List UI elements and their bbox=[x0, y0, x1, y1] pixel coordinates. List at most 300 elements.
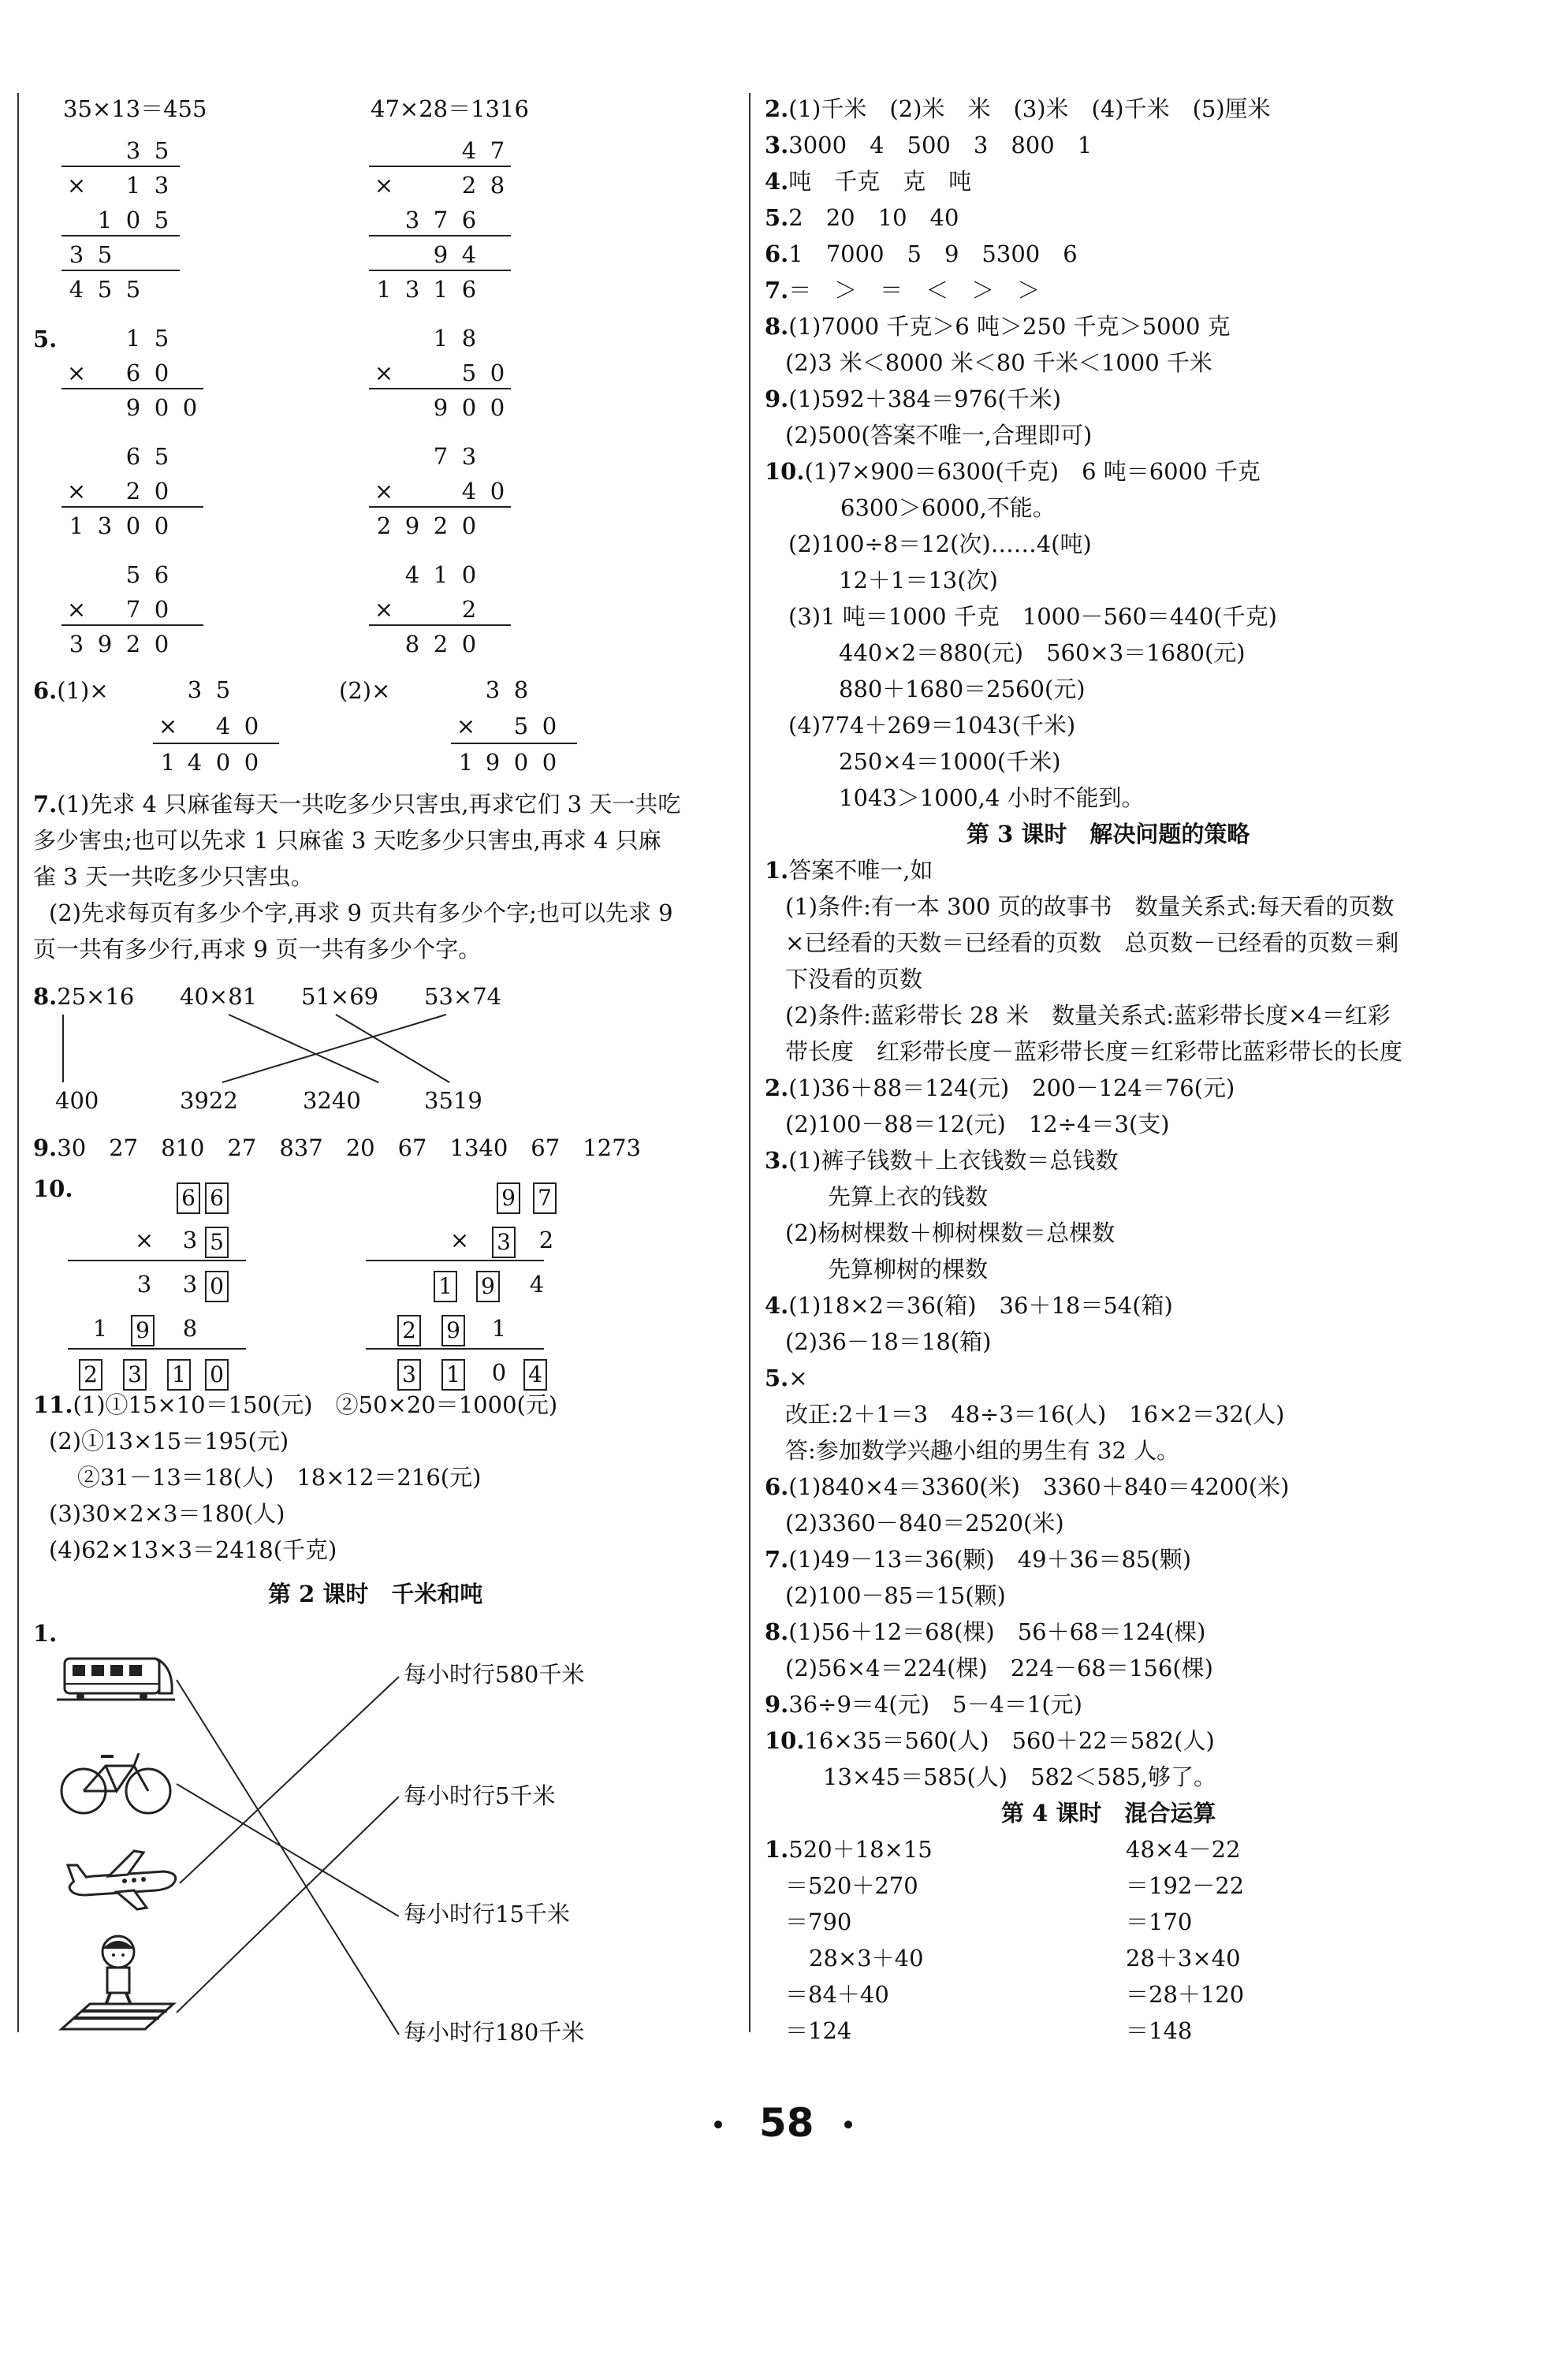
right-line-24 bbox=[785, 965, 922, 993]
calc-digit: 3 bbox=[125, 137, 141, 164]
right-line-56 bbox=[785, 1980, 889, 2009]
question-number: 1. bbox=[765, 1836, 789, 1863]
calc-rule bbox=[366, 1348, 544, 1350]
calc-digit: 8 bbox=[513, 676, 529, 703]
calc-digit: 2 bbox=[461, 596, 477, 623]
right-line-31 bbox=[785, 1219, 1115, 1247]
left-line-14 bbox=[55, 1086, 99, 1115]
calc-digit: 5 bbox=[125, 561, 141, 588]
right-line-9 bbox=[785, 421, 1092, 449]
column-divider bbox=[749, 93, 750, 2032]
left-line-3 bbox=[33, 676, 109, 705]
left-line-12 bbox=[301, 982, 378, 1011]
answer-text: 每小时行580千米 bbox=[404, 1661, 585, 1688]
answer-text: (2)56×4＝224(棵) 224－68＝156(棵) bbox=[785, 1655, 1213, 1681]
boxed-digit: 5 bbox=[205, 1227, 229, 1258]
calc-digit: 1 bbox=[125, 325, 141, 352]
calc-digit: 6 bbox=[154, 561, 169, 588]
calc-digit: 0 bbox=[513, 749, 529, 776]
boxed-digit: 3 bbox=[492, 1227, 516, 1258]
calc-digit: 6 bbox=[125, 359, 141, 386]
answer-text: 每小时行180千米 bbox=[404, 2019, 585, 2046]
answer-text: (2)先求每页有多少个字,再求 9 页共有多少个字;也可以先求 9 bbox=[49, 899, 673, 926]
calc-digit: 8 bbox=[490, 172, 505, 199]
answer-text: 25×16 bbox=[57, 983, 135, 1010]
calc-digit: 9 bbox=[485, 749, 501, 776]
left-line-26 bbox=[33, 1619, 57, 1648]
right-line-25 bbox=[785, 1001, 1391, 1030]
calc-digit: × bbox=[374, 172, 394, 199]
left-line-23 bbox=[49, 1499, 285, 1528]
answer-text: (2)3 米＜8000 米＜80 千米＜1000 千米 bbox=[785, 349, 1212, 376]
calc-digit: × bbox=[456, 713, 476, 739]
answer-text: ＝520＋270 bbox=[785, 1872, 918, 1899]
answer-text: (3)30×2×3＝180(人) bbox=[49, 1500, 285, 1527]
calc-digit: 5 bbox=[461, 359, 477, 386]
left-line-18 bbox=[33, 1134, 641, 1162]
calc-digit: 0 bbox=[154, 596, 169, 623]
right-line-44 bbox=[765, 1690, 1082, 1719]
calc-digit: 3 bbox=[69, 241, 84, 268]
question-number: 2. bbox=[765, 1074, 789, 1101]
right-line-58 bbox=[785, 2017, 851, 2045]
left-line-9 bbox=[33, 935, 481, 963]
left-line-4 bbox=[339, 676, 390, 705]
question-number: 6. bbox=[33, 677, 58, 704]
calc-digit: 2 bbox=[376, 512, 392, 539]
left-line-20 bbox=[33, 1391, 557, 1419]
left-line-21 bbox=[49, 1427, 289, 1455]
answer-text: (1)7000 千克＞6 吨＞250 千克＞5000 克 bbox=[788, 313, 1231, 340]
question-number: 8. bbox=[765, 1618, 789, 1645]
answer-text: 3922 bbox=[180, 1087, 238, 1114]
answer-text: 51×69 bbox=[301, 983, 379, 1010]
calc-digit: × bbox=[374, 359, 394, 386]
boxed-digit: 2 bbox=[397, 1315, 421, 1346]
match-line bbox=[222, 1014, 447, 1083]
calc-digit: 7 bbox=[125, 596, 141, 623]
calc-digit: 1 bbox=[433, 561, 449, 588]
answer-text: (1)7×900＝6300(千克) 6 吨＝6000 千克 bbox=[804, 458, 1261, 485]
left-line-29 bbox=[404, 1900, 570, 1928]
left-line-27 bbox=[404, 1660, 584, 1689]
boxed-digit: 3 bbox=[397, 1359, 421, 1391]
right-line-17 bbox=[788, 711, 1075, 739]
calc-rule bbox=[451, 743, 577, 744]
right-line-28 bbox=[785, 1110, 1170, 1138]
calc-digit: × bbox=[374, 596, 394, 623]
right-line-8 bbox=[765, 385, 1061, 413]
calc-digit: 5 bbox=[97, 276, 113, 303]
calc-digit: × bbox=[66, 172, 87, 199]
answer-text: 答案不唯一,如 bbox=[788, 857, 933, 884]
left-line-16 bbox=[303, 1086, 361, 1115]
answer-text: (1)592＋384＝976(千米) bbox=[788, 385, 1062, 412]
right-line-51 bbox=[1126, 1871, 1244, 1900]
calc-digit: 4 bbox=[461, 478, 477, 505]
answer-text: 3000 4 500 3 800 1 bbox=[788, 132, 1093, 158]
boxed-digit: 6 bbox=[205, 1182, 229, 1214]
question-number: 7. bbox=[33, 791, 58, 817]
calc-digit: 0 bbox=[244, 713, 259, 739]
match-line bbox=[335, 1014, 449, 1083]
calc-digit: 4 bbox=[404, 561, 420, 588]
calc-rule bbox=[61, 270, 180, 271]
right-line-52 bbox=[785, 1908, 851, 1936]
right-line-18 bbox=[839, 747, 1061, 776]
calc-digit: 1 bbox=[125, 172, 141, 199]
answer-text: 47×28＝1316 bbox=[371, 95, 529, 122]
boxed-digit: 1 bbox=[441, 1359, 465, 1391]
calc-digit: 5 bbox=[154, 443, 169, 470]
section-heading: 第 4 课时 混合运算 bbox=[1001, 1800, 1216, 1827]
right-line-10 bbox=[765, 457, 1261, 486]
answer-text: 28＋3×40 bbox=[1126, 1945, 1241, 1972]
question-number: 8. bbox=[33, 983, 58, 1010]
right-line-20 bbox=[966, 820, 1250, 848]
right-line-4 bbox=[765, 240, 1078, 268]
calc-rule bbox=[366, 1260, 544, 1261]
left-line-17 bbox=[424, 1086, 482, 1115]
calc-digit: 0 bbox=[154, 394, 169, 421]
answer-text: 先算柳树的棵数 bbox=[828, 1256, 989, 1283]
calc-digit: 3 bbox=[404, 207, 420, 233]
section-heading: 第 3 课时 解决问题的策略 bbox=[966, 821, 1250, 847]
boxed-digit: 1 bbox=[434, 1271, 457, 1302]
answer-text: 28×3＋40 bbox=[809, 1945, 924, 1972]
calc-digit: 9 bbox=[404, 512, 420, 539]
calc-digit: 0 bbox=[542, 749, 557, 776]
answer-text: 吨 千克 克 吨 bbox=[788, 168, 972, 195]
answer-text: 6300＞6000,不能。 bbox=[840, 494, 1056, 521]
calc-digit: 5 bbox=[154, 137, 169, 164]
calc-digit: 5 bbox=[215, 676, 231, 703]
question-number: 5. bbox=[33, 326, 58, 352]
boxed-digit: 1 bbox=[167, 1359, 191, 1391]
answer-text: ＝84＋40 bbox=[785, 1981, 889, 2008]
answer-text: 下没看的页数 bbox=[785, 966, 923, 992]
answer-text: × bbox=[788, 1365, 808, 1391]
left-line-0 bbox=[63, 95, 207, 123]
calc-digit: 1 bbox=[376, 276, 392, 303]
answer-text: ＝28＋120 bbox=[1126, 1981, 1245, 2008]
calc-digit: 4 bbox=[529, 1271, 545, 1298]
right-line-33 bbox=[765, 1291, 1173, 1320]
calc-digit: 0 bbox=[154, 478, 169, 505]
boxed-digit: 9 bbox=[497, 1182, 520, 1214]
left-line-11 bbox=[180, 982, 257, 1011]
answer-text: 36÷9＝4(元) 5－4＝1(元) bbox=[788, 1691, 1082, 1718]
answer-text: ＝192－22 bbox=[1126, 1872, 1245, 1899]
answer-text: ＝170 bbox=[1126, 1909, 1193, 1935]
calc-digit: × bbox=[158, 713, 178, 739]
right-line-40 bbox=[765, 1545, 1191, 1573]
question-number: 10. bbox=[765, 458, 805, 485]
page-number-left-dot bbox=[714, 2121, 722, 2128]
calc-digit: 0 bbox=[542, 713, 557, 739]
calc-digit: 4 bbox=[69, 276, 84, 303]
calc-rule bbox=[61, 388, 203, 389]
left-line-10 bbox=[33, 982, 134, 1011]
calc-digit: 5 bbox=[154, 207, 169, 233]
answer-text: 400 bbox=[55, 1087, 99, 1114]
calc-digit: 1 bbox=[433, 276, 449, 303]
right-line-34 bbox=[785, 1328, 991, 1356]
answer-text: 12＋1＝13(次) bbox=[839, 567, 998, 594]
calc-digit: 0 bbox=[461, 512, 477, 539]
boxed-digit: 7 bbox=[533, 1182, 557, 1214]
calc-digit: 3 bbox=[182, 1271, 198, 1298]
left-line-22 bbox=[77, 1463, 481, 1491]
right-line-37 bbox=[785, 1436, 1179, 1465]
calc-digit: 9 bbox=[125, 394, 141, 421]
boxed-digit: 0 bbox=[205, 1359, 229, 1391]
answer-text: (1)条件:有一本 300 页的故事书 数量关系式:每天看的页数 bbox=[785, 893, 1395, 920]
question-number: 7. bbox=[765, 1546, 789, 1573]
answer-text: (1)①15×10＝150(元) ②50×20＝1000(元) bbox=[73, 1391, 558, 1418]
calc-digit: 7 bbox=[433, 207, 449, 233]
calc-digit: 1 bbox=[97, 207, 113, 233]
right-line-45 bbox=[765, 1726, 1215, 1755]
calc-digit: 0 bbox=[154, 631, 169, 657]
calc-rule bbox=[61, 624, 203, 626]
answer-text: 48×4－22 bbox=[1126, 1836, 1241, 1863]
question-number: 9. bbox=[765, 1691, 789, 1718]
answer-text: 520＋18×15 bbox=[788, 1836, 933, 1863]
calc-digit: 1 bbox=[69, 512, 84, 539]
right-line-15 bbox=[839, 639, 1246, 667]
right-line-47 bbox=[1001, 1799, 1216, 1827]
boxed-digit: 9 bbox=[476, 1271, 500, 1302]
calc-rule bbox=[68, 1260, 246, 1261]
question-number: 1. bbox=[765, 857, 789, 884]
answer-text: 1 7000 5 9 5300 6 bbox=[788, 240, 1078, 267]
answer-text: (4)774＋269＝1043(千米) bbox=[788, 712, 1076, 739]
left-line-30 bbox=[404, 2018, 584, 2046]
answer-text: (4)62×13×3＝2418(千克) bbox=[49, 1536, 337, 1563]
calc-digit: × bbox=[66, 478, 87, 505]
answer-text: 16×35＝560(人) 560＋22＝582(人) bbox=[804, 1727, 1215, 1754]
answer-text: 先算上衣的钱数 bbox=[828, 1183, 989, 1210]
calc-digit: 5 bbox=[97, 241, 113, 268]
calc-digit: 3 bbox=[404, 276, 420, 303]
right-line-54 bbox=[809, 1944, 924, 1972]
calc-digit: 8 bbox=[404, 631, 420, 657]
right-line-49 bbox=[1126, 1835, 1241, 1864]
answer-text: 35×13＝455 bbox=[63, 95, 207, 122]
calc-digit: 0 bbox=[244, 749, 259, 776]
calc-digit: 0 bbox=[154, 359, 169, 386]
boxed-digit: 0 bbox=[205, 1271, 229, 1302]
calc-digit: 7 bbox=[433, 443, 449, 470]
calc-digit: 6 bbox=[461, 207, 477, 233]
right-line-1 bbox=[765, 131, 1092, 159]
calc-digit: 3 bbox=[97, 512, 113, 539]
calc-digit: 0 bbox=[215, 749, 231, 776]
right-line-12 bbox=[788, 530, 1092, 558]
answer-text: (3)1 吨＝1000 千克 1000－560＝440(千克) bbox=[788, 603, 1277, 630]
calc-digit: 4 bbox=[187, 749, 203, 776]
right-line-53 bbox=[1126, 1908, 1192, 1936]
boxed-digit: 9 bbox=[131, 1315, 155, 1346]
right-line-38 bbox=[765, 1473, 1289, 1501]
question-number: 11. bbox=[33, 1391, 73, 1418]
calc-digit: 5 bbox=[513, 713, 529, 739]
calc-digit: × bbox=[66, 596, 87, 623]
boxed-digit: 4 bbox=[523, 1359, 547, 1391]
answer-text: (1)千米 (2)米 米 (3)米 (4)千米 (5)厘米 bbox=[788, 95, 1271, 122]
answer-text: 3519 bbox=[424, 1087, 482, 1114]
answer-text: (2)杨树棵数＋柳树棵数＝总棵数 bbox=[785, 1220, 1115, 1246]
left-line-25 bbox=[268, 1580, 482, 1608]
right-line-22 bbox=[785, 892, 1394, 921]
calc-digit: 0 bbox=[154, 512, 169, 539]
calc-digit: 8 bbox=[461, 325, 477, 352]
section-heading: 第 2 课时 千米和吨 bbox=[268, 1581, 483, 1607]
calc-digit: 1 bbox=[92, 1315, 108, 1342]
answer-text: 每小时行5千米 bbox=[404, 1782, 556, 1809]
calc-digit: 6 bbox=[125, 443, 141, 470]
calc-digit: 2 bbox=[433, 512, 449, 539]
calc-digit: 0 bbox=[490, 394, 505, 421]
answer-text: (1)裤子钱数＋上衣钱数＝总钱数 bbox=[788, 1147, 1119, 1174]
question-number: 6. bbox=[765, 240, 789, 267]
answer-text: ＝148 bbox=[1126, 2017, 1193, 2044]
answer-text: (2)条件:蓝彩带长 28 米 数量关系式:蓝彩带长度×4＝红彩 bbox=[785, 1002, 1391, 1029]
calc-digit: 0 bbox=[490, 478, 505, 505]
right-line-21 bbox=[765, 856, 933, 884]
left-line-28 bbox=[404, 1782, 555, 1810]
calc-digit: 0 bbox=[490, 359, 505, 386]
right-line-55 bbox=[1126, 1944, 1241, 1972]
right-line-35 bbox=[765, 1364, 808, 1392]
answer-text: 30 27 810 27 837 20 67 1340 67 1273 bbox=[57, 1134, 641, 1161]
answer-text: (1)18×2＝36(箱) 36＋18＝54(箱) bbox=[788, 1292, 1173, 1319]
calc-digit: 8 bbox=[182, 1315, 198, 1342]
answer-text: 13×45＝585(人) 582＜585,够了。 bbox=[823, 1763, 1217, 1790]
train-icon bbox=[57, 1644, 175, 1706]
calc-digit: 2 bbox=[125, 478, 141, 505]
question-number: 2. bbox=[765, 95, 789, 122]
right-line-50 bbox=[785, 1871, 918, 1900]
answer-text: ＝790 bbox=[785, 1909, 852, 1935]
right-line-30 bbox=[828, 1182, 988, 1211]
answer-text: (2)× bbox=[339, 677, 391, 704]
answer-text: ＝ ＞ ＝ ＜ ＞ ＞ bbox=[788, 277, 1041, 304]
boxed-digit: 6 bbox=[177, 1182, 200, 1214]
answer-text: (1)56＋12＝68(棵) 56＋68＝124(棵) bbox=[788, 1618, 1206, 1645]
right-line-41 bbox=[785, 1581, 1006, 1610]
walking-boy-icon bbox=[58, 1931, 177, 2034]
left-line-2 bbox=[33, 325, 57, 353]
left-line-5 bbox=[33, 790, 680, 818]
question-number: 10. bbox=[33, 1175, 73, 1202]
calc-digit: 4 bbox=[461, 241, 477, 268]
calc-digit: × bbox=[374, 478, 394, 505]
left-line-8 bbox=[49, 899, 673, 927]
right-line-5 bbox=[765, 276, 1040, 304]
calc-rule bbox=[369, 506, 511, 508]
calc-rule bbox=[61, 166, 180, 167]
calc-digit: 2 bbox=[433, 631, 449, 657]
question-number: 7. bbox=[765, 277, 789, 304]
calc-rule bbox=[68, 1348, 246, 1350]
left-margin-rule bbox=[17, 93, 19, 2032]
question-number: 5. bbox=[765, 204, 789, 231]
right-line-59 bbox=[1126, 2017, 1192, 2045]
calc-digit: 0 bbox=[125, 512, 141, 539]
right-line-46 bbox=[823, 1763, 1216, 1791]
calc-digit: 5 bbox=[154, 325, 169, 352]
calc-rule bbox=[369, 270, 511, 271]
answer-text: 改正:2＋1＝3 48÷3＝16(人) 16×2＝32(人) bbox=[785, 1401, 1285, 1428]
right-line-36 bbox=[785, 1400, 1284, 1428]
calc-rule bbox=[369, 166, 511, 167]
calc-digit: 3 bbox=[154, 172, 169, 199]
answer-text: ＝124 bbox=[785, 2017, 852, 2044]
answer-text: (2)100÷8＝12(次)……4(吨) bbox=[788, 531, 1092, 557]
calc-digit: 2 bbox=[461, 172, 477, 199]
calc-rule bbox=[153, 743, 279, 744]
calc-digit: 0 bbox=[461, 631, 477, 657]
answer-text: (2)36－18＝18(箱) bbox=[785, 1328, 992, 1355]
calc-digit: 5 bbox=[125, 276, 141, 303]
right-line-26 bbox=[785, 1037, 1402, 1066]
calc-digit: 0 bbox=[461, 561, 477, 588]
calc-digit: 2 bbox=[125, 631, 141, 657]
question-number: 9. bbox=[765, 385, 789, 412]
right-line-16 bbox=[839, 675, 1086, 703]
calc-digit: 0 bbox=[461, 394, 477, 421]
right-line-3 bbox=[765, 203, 959, 232]
calc-digit: 3 bbox=[69, 631, 84, 657]
left-line-24 bbox=[49, 1536, 337, 1564]
answer-text: 880＋1680＝2560(元) bbox=[839, 676, 1086, 702]
question-number: 4. bbox=[765, 1292, 789, 1319]
right-line-43 bbox=[785, 1654, 1213, 1682]
calc-digit: 9 bbox=[97, 631, 113, 657]
calc-digit: 0 bbox=[491, 1359, 507, 1386]
answer-text: 3240 bbox=[303, 1087, 361, 1114]
answer-text: (1)× bbox=[57, 677, 109, 704]
answer-text: 40×81 bbox=[180, 983, 258, 1010]
right-line-27 bbox=[765, 1074, 1235, 1102]
answer-text: 440×2＝880(元) 560×3＝1680(元) bbox=[839, 639, 1246, 666]
calc-digit: 3 bbox=[136, 1271, 152, 1298]
airplane-icon bbox=[61, 1846, 180, 1913]
right-line-48 bbox=[765, 1835, 933, 1864]
right-line-39 bbox=[785, 1509, 1064, 1537]
calc-digit: 3 bbox=[485, 676, 501, 703]
answer-text: (1)36＋88＝124(元) 200－124＝76(元) bbox=[788, 1074, 1235, 1101]
right-line-23 bbox=[785, 929, 1399, 957]
answer-text: (2)500(答案不唯一,合理即可) bbox=[785, 422, 1093, 449]
answer-text: (1)先求 4 只麻雀每天一共吃多少只害虫,再求它们 3 天一共吃 bbox=[57, 791, 681, 817]
calc-digit: 7 bbox=[490, 137, 505, 164]
calc-rule bbox=[61, 506, 203, 508]
calc-digit: × bbox=[66, 359, 87, 386]
left-line-1 bbox=[371, 95, 529, 123]
calc-rule bbox=[369, 388, 511, 389]
calc-digit: 9 bbox=[433, 241, 449, 268]
left-line-15 bbox=[180, 1086, 238, 1115]
calc-digit: 9 bbox=[433, 394, 449, 421]
left-line-7 bbox=[33, 862, 314, 891]
answer-text: 答:参加数学兴趣小组的男生有 32 人。 bbox=[785, 1437, 1180, 1464]
boxed-digit: 3 bbox=[123, 1359, 147, 1391]
right-line-6 bbox=[765, 312, 1231, 341]
page-number-right-dot bbox=[844, 2121, 852, 2128]
